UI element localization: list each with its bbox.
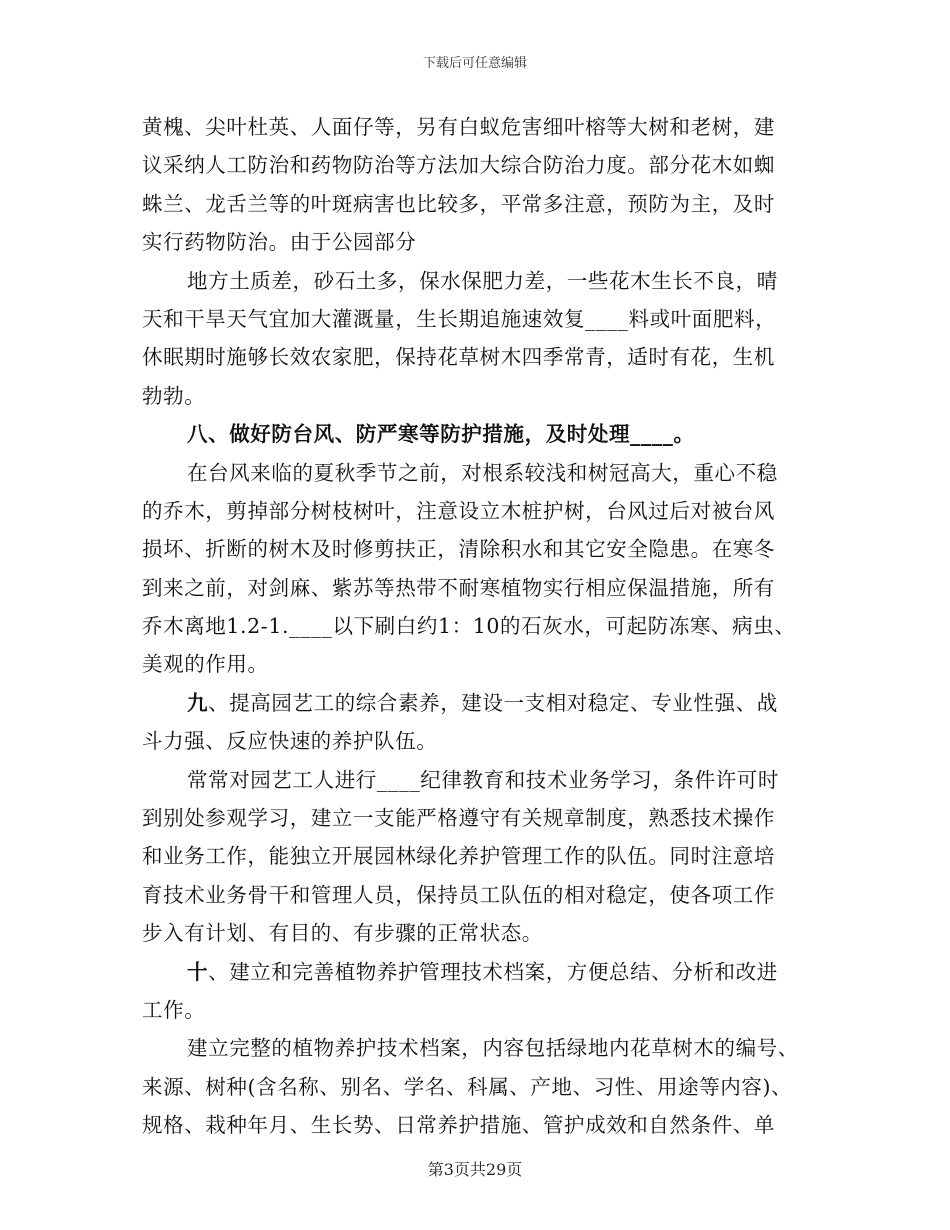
text-line: 的乔木，剪掉部分树枝树叶，注意设立木桩护树，台风过后对被台风	[142, 498, 775, 523]
section-heading-eight: 八、做好防台风、防严寒等防护措施，及时处理____。	[187, 422, 695, 447]
text-line: 实行药物防治。由于公园部分	[142, 230, 417, 255]
text-line: 步入有计划、有目的、有步骤的正常状态。	[142, 921, 543, 946]
text-line: 育技术业务骨干和管理人员，保持员工队伍的相对稳定，使各项工作	[142, 882, 775, 907]
text-line: 地方土质差，砂石土多，保水保肥力差，一些花木生长不良，晴	[187, 268, 778, 293]
section-heading-text: 、提高园艺工的综合素养，建设一支相对稳定、专业性强、战	[208, 690, 778, 715]
section-heading-ten	[142, 953, 808, 991]
text-line: 建立完整的植物养护技术档案，内容包括绿地内花草树木的编号、	[187, 1036, 799, 1061]
section-number-ten: 十	[187, 959, 209, 984]
text-line: 斗力强、反应快速的养护队伍。	[142, 729, 438, 754]
text-line: 常常对园艺工人进行____纪律教育和技术业务学习，条件许可时	[187, 767, 779, 792]
text-line: 休眠期时施够长效农家肥，保持花草树木四季常青，适时有花，生机	[142, 345, 775, 370]
text-line: 蛛兰、龙舌兰等的叶斑病害也比较多，平常多注意，预防为主，及时	[142, 191, 775, 216]
text-line: 在台风来临的夏秋季节之前，对根系较浅和树冠高大，重心不稳	[187, 460, 778, 485]
text-line: 规格、栽种年月、生长势、日常养护措施、管护成效和自然条件、单	[142, 1113, 775, 1138]
text-line: 和业务工作，能独立开展园林绿化养护管理工作的队伍。同时注意培	[142, 844, 775, 869]
page-footer: 第3页共29页	[427, 1160, 523, 1179]
page-header: 下载后可任意编辑	[422, 56, 527, 71]
text-line: 到来之前，对剑麻、紫苏等热带不耐寒植物实行相应保温措施，所有	[142, 575, 775, 600]
section-number-nine: 九	[187, 690, 209, 715]
text-line: 议采纳人工防治和药物防治等方法加大综合防治力度。部分花木如蜘	[142, 153, 775, 178]
text-line: 勃勃。	[142, 383, 206, 408]
text-line: 损坏、折断的树木及时修剪扶正，清除积水和其它安全隐患。在寒冬	[142, 537, 775, 562]
text-line: 黄槐、尖叶杜英、人面仔等，另有白蚁危害细叶榕等大树和老树，建	[142, 115, 775, 139]
section-heading-nine	[142, 684, 808, 722]
text-line: 天和干旱天气宜加大灌溉量，生长期追施速效复____料或叶面肥料，	[142, 306, 777, 331]
text-line: 工作。	[142, 997, 206, 1022]
text-line: 来源、树种(含名称、别名、学名、科属、产地、习性、用途等内容)、	[142, 1074, 793, 1099]
section-heading-text: 、建立和完善植物养护管理技术档案，方便总结、分析和改进	[208, 959, 778, 984]
body-text	[142, 108, 808, 1145]
text-line: 乔木离地1.2-1.____以下刷白约1：10的石灰水，可起防冻寒、病虫、	[142, 614, 796, 639]
text-line: 到别处参观学习，建立一支能严格遵守有关规章制度，熟悉技术操作	[142, 806, 775, 831]
text-line: 美观的作用。	[142, 652, 269, 677]
